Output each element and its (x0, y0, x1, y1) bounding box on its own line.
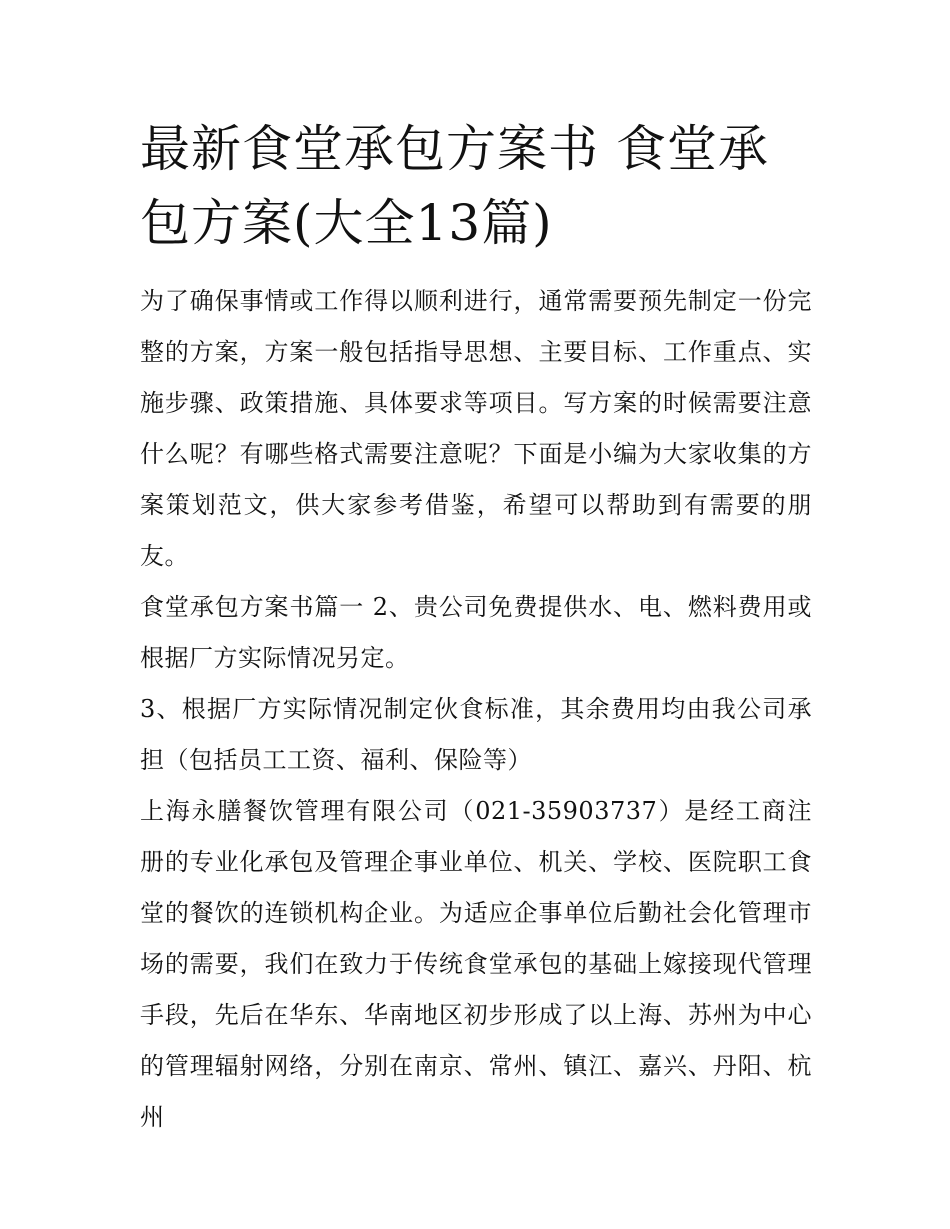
document-title: 最新食堂承包方案书 食堂承包方案(大全13篇) (140, 120, 769, 252)
intro-paragraph: 为了确保事情或工作得以顺利进行，通常需要预先制定一份完整的方案，方案一般包括指导思想、主要目标、工作重点、实施步骤、政策措施、具体要求等项目。写方案的时候需要注意什么呢？有哪些格式需要注意呢？下面是小编为大家收集的方案策划范文，供大家参考借鉴，希望可以帮助到有需要的朋友。 (140, 287, 812, 570)
body-paragraph-1: 食堂承包方案书篇一 2、贵公司免费提供水、电、燃料费用或根据厂方实际情况另定。 (140, 593, 812, 672)
document-content (140, 112, 812, 1143)
body-paragraph-3: 上海永膳餐饮管理有限公司（021-35903737）是经工商注册的专业化承包及管理企事业单位、机关、学校、医院职工食堂的餐饮的连锁机构企业。为适应企事单位后勤社会化管理市场的需要，我们在致力于传统食堂承包的基础上嫁接现代管理手段，先后在华东、华南地区初步形成了以上海、苏州为中心的管理辐射网络，分别在南京、常州、镇江、嘉兴、丹阳、杭州 (140, 797, 812, 1131)
body-paragraph-2: 3、根据厂方实际情况制定伙食标准，其余费用均由我公司承担（包括员工工资、福利、保险等） (140, 695, 812, 774)
